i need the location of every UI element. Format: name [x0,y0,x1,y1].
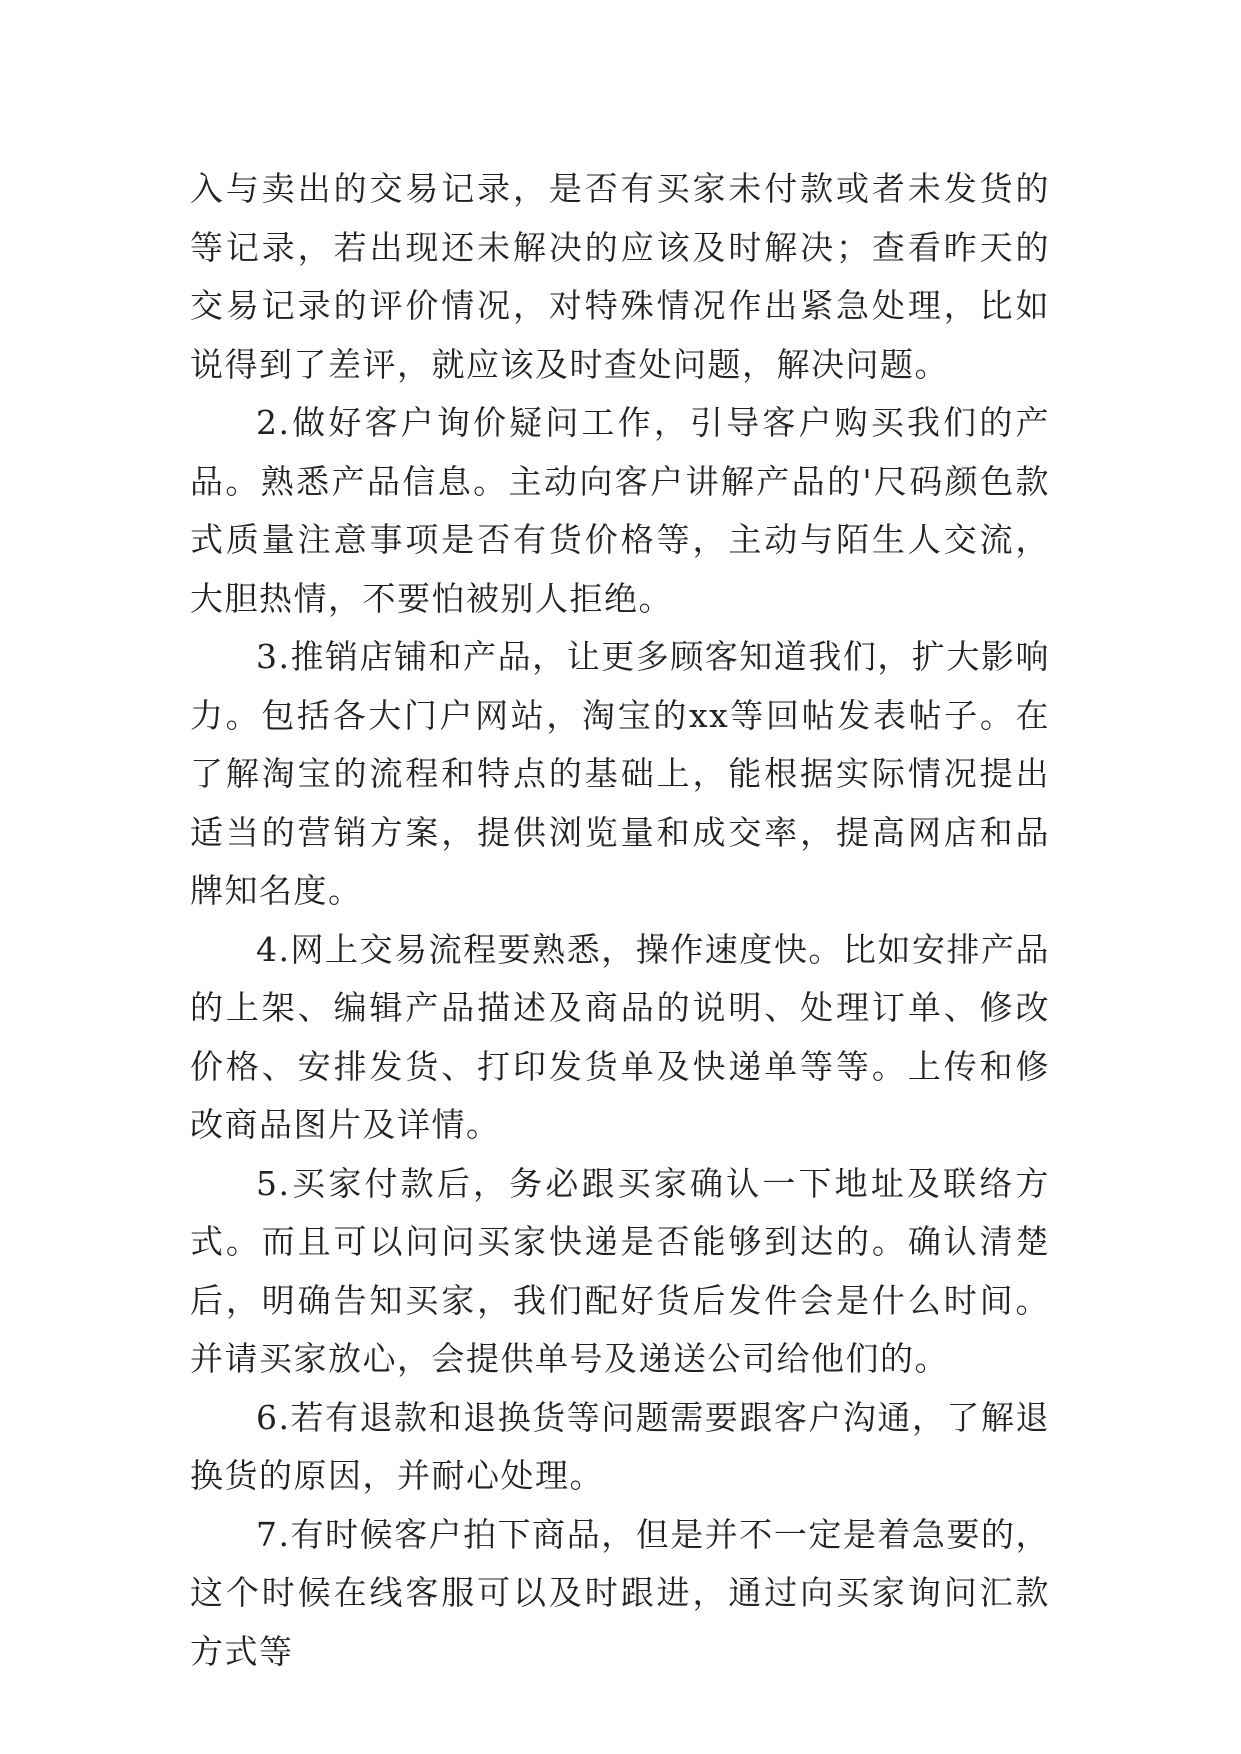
paragraph-continuation: 入与卖出的交易记录，是否有买家未付款或者未发货的等记录，若出现还未解决的应该及时解决；查看昨天的交易记录的评价情况，对特殊情况作出紧急处理，比如说得到了差评，就应该及时查处问题，解决问题。 [190,169,1050,384]
paragraph-item-4: 4.网上交易流程要熟悉，操作速度快。比如安排产品的上架、编辑产品描述及商品的说明、处理订单、修改价格、安排发货、打印发货单及快递单等等。上传和修改商品图片及详情。 [190,929,1050,1144]
paragraph-item-6: 6.若有退款和退换货等问题需要跟客户沟通，了解退换货的原因，并耐心处理。 [190,1397,1050,1495]
paragraph-item-7: 7.有时候客户拍下商品，但是并不一定是着急要的，这个时候在线客服可以及时跟进，通过向买家询问汇款方式等 [190,1514,1050,1671]
document-body [190,160,1050,1681]
paragraph-item-3: 3.推销店铺和产品，让更多顾客知道我们，扩大影响力。包括各大门户网站，淘宝的xx等回帖发表帖子。在了解淘宝的流程和特点的基础上，能根据实际情况提出适当的营销方案，提供浏览量和成交率，提高网店和品牌知名度。 [190,637,1050,910]
paragraph-item-5: 5.买家付款后，务必跟买家确认一下地址及联络方式。而且可以问问买家快递是否能够到达的。确认清楚后，明确告知买家，我们配好货后发件会是什么时间。并请买家放心，会提供单号及递送公司给他们的。 [190,1163,1050,1378]
paragraph-item-2: 2.做好客户询价疑问工作，引导客户购买我们的产品。熟悉产品信息。主动向客户讲解产品的'尺码颜色款式质量注意事项是否有货价格等，主动与陌生人交流，大胆热情，不要怕被别人拒绝。 [190,403,1050,618]
